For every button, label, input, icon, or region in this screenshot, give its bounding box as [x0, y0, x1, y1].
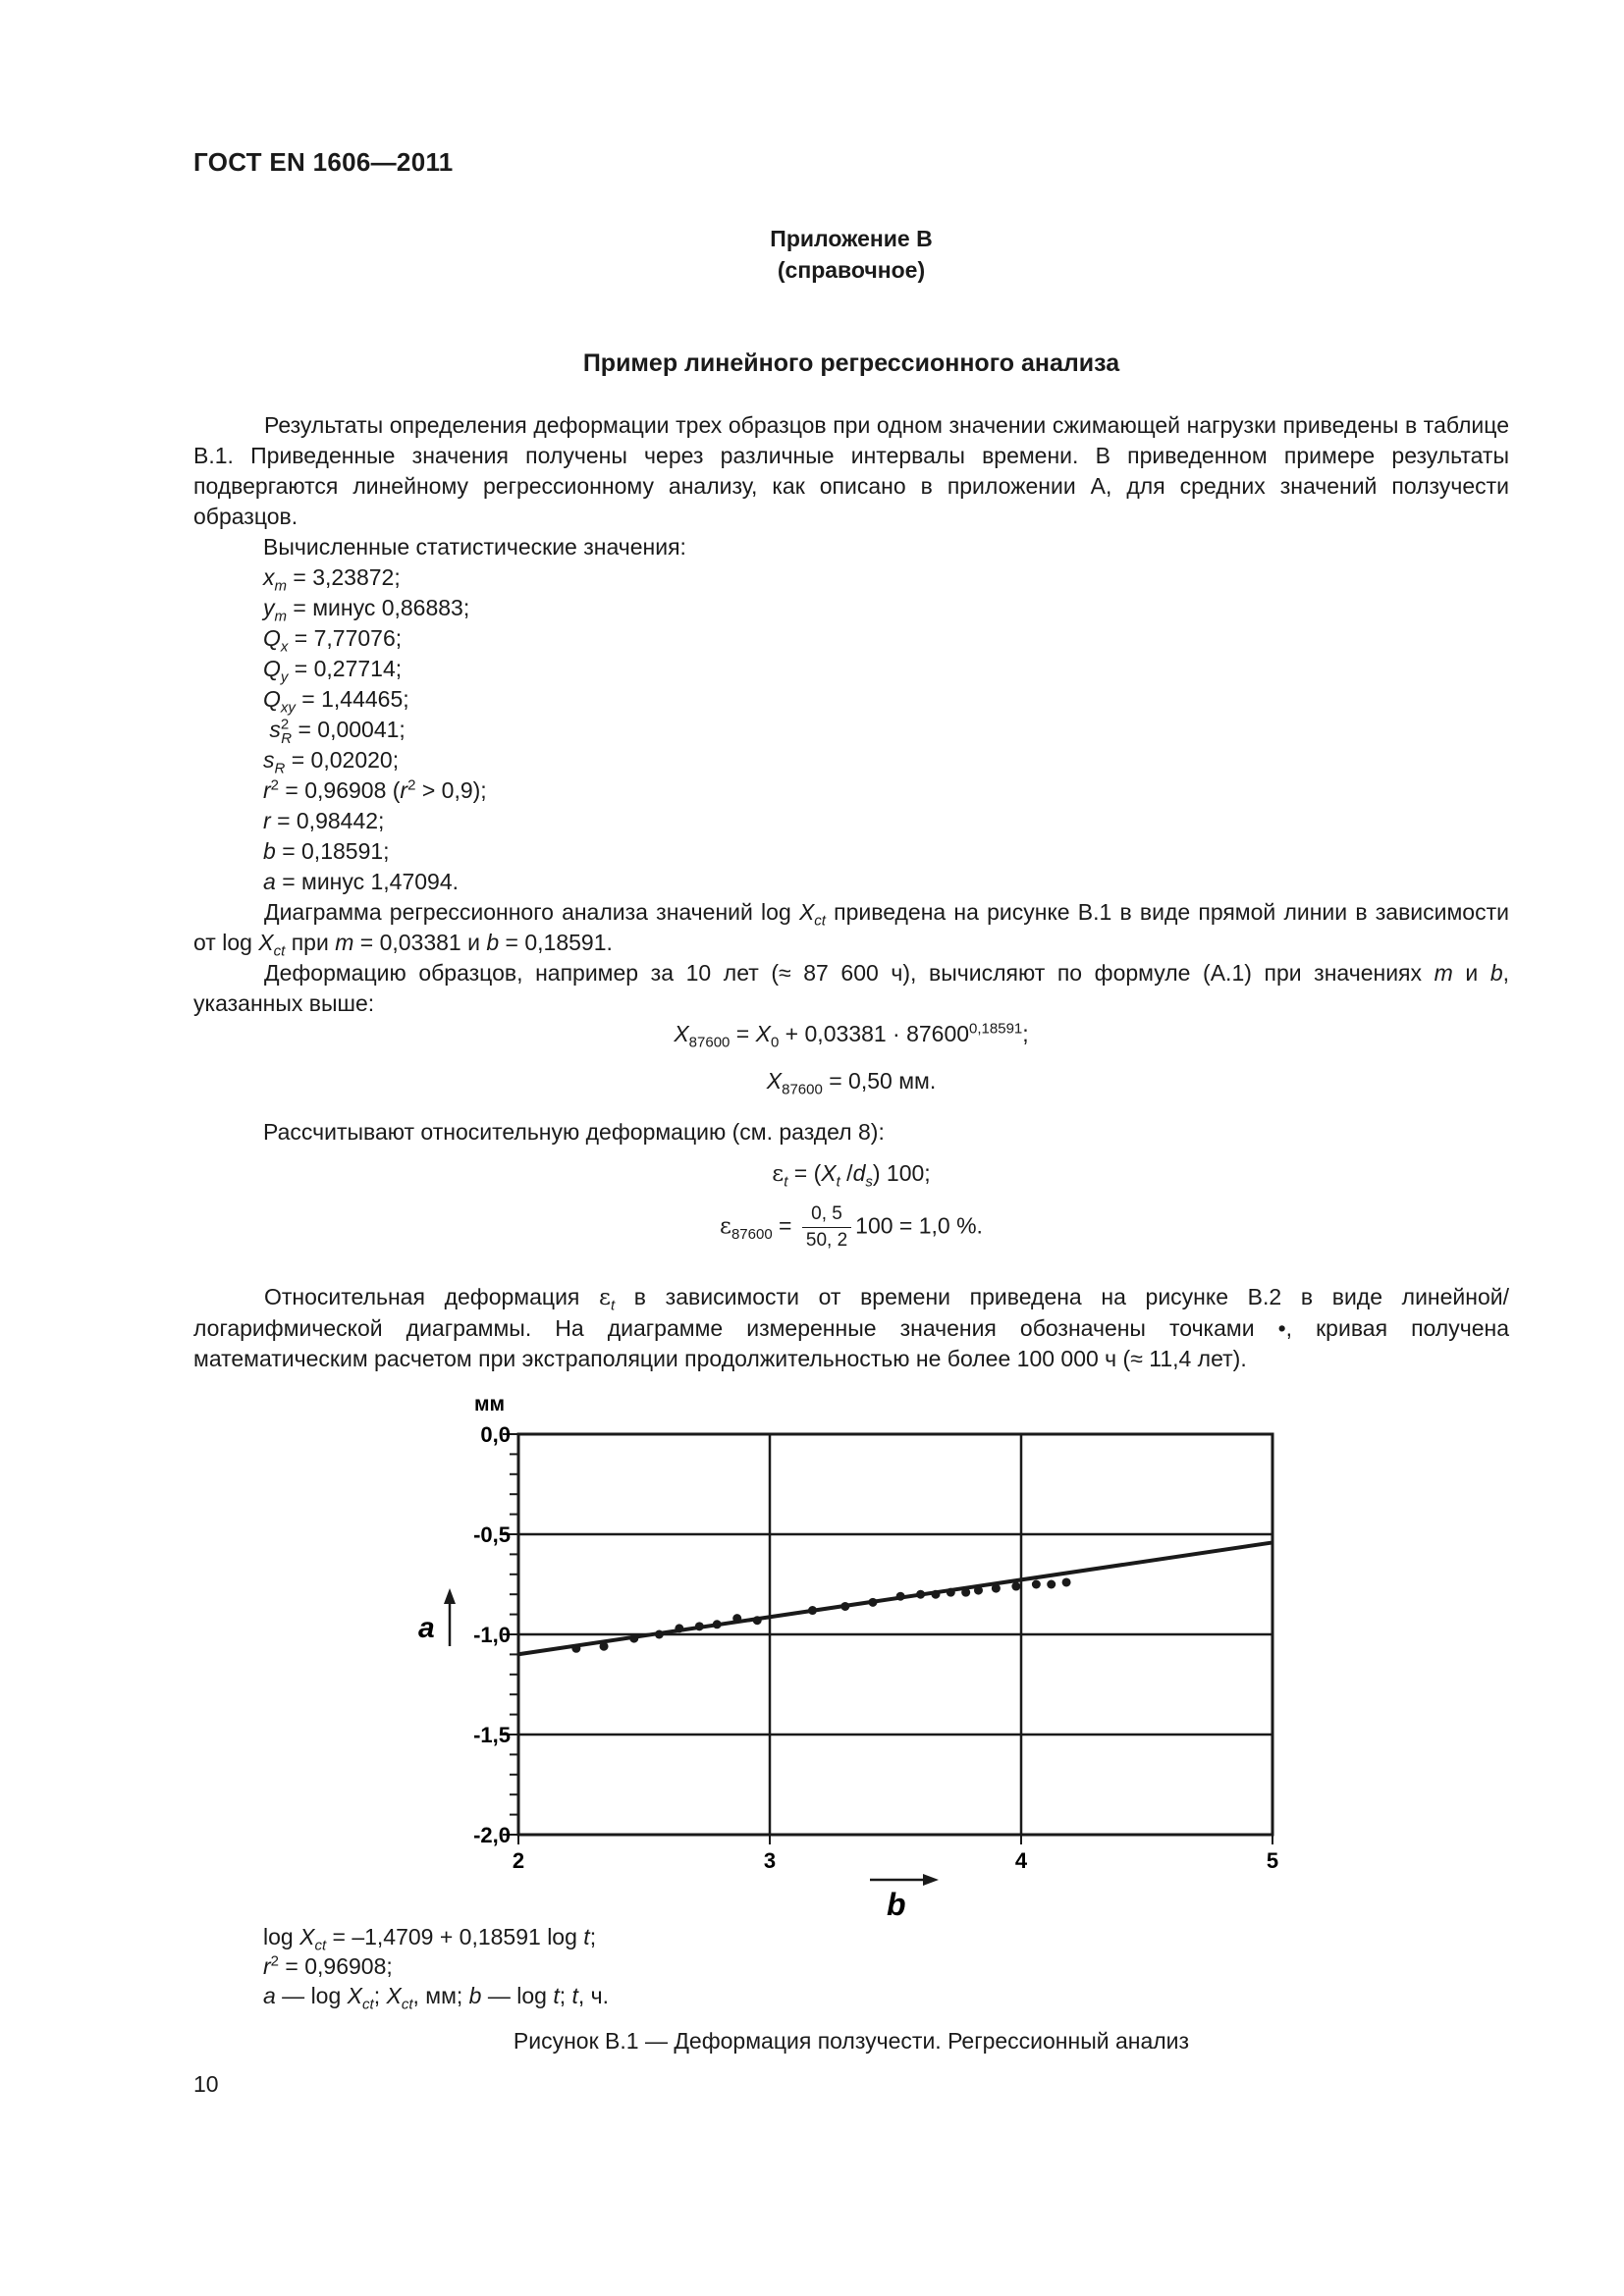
data-point: [675, 1624, 683, 1632]
data-point: [974, 1586, 983, 1595]
stat-b: b = 0,18591;: [263, 838, 390, 864]
stat-xm: $x_m = 3,23872$;: [263, 564, 401, 595]
y-tick-label: 0,0: [480, 1422, 511, 1447]
data-point: [1062, 1577, 1071, 1586]
y-tick-label: -1,0: [473, 1623, 511, 1647]
stats-intro: Вычисленные статистические значения:: [263, 534, 686, 560]
stat-r: r = 0,98442;: [263, 808, 385, 833]
data-points: [571, 1577, 1070, 1652]
x-tick-label: 4: [1014, 1848, 1028, 1873]
x-tick-labels: [513, 1848, 1278, 1873]
diagram-paragraph: Диаграмма регрессионного анализа значений $\log X_{ct}$ приведена на рисунке В.1 в виде прямой линии в зависимости от $\log X_{ct}$ при m = 0,03381 и b = 0,18591.: [193, 899, 1509, 960]
annex-title: Приложение В: [770, 226, 933, 251]
formula-epsilon-87600: $\varepsilon_{87600}$ = $\frac{0, 5}{50, 2}$ 100 = 1,0 %.: [720, 1203, 983, 1251]
data-point: [753, 1616, 762, 1625]
unit-label: мм: [474, 1393, 506, 1415]
figure-caption: Рисунок В.1 — Деформация ползучести. Регрессионный анализ: [513, 2028, 1190, 2054]
y-tick-label: -1,5: [473, 1723, 511, 1747]
y-axis-label: a: [418, 1612, 435, 1644]
data-point: [931, 1590, 940, 1599]
data-point: [947, 1588, 955, 1597]
document-id: ГОСТ EN 1606—2011: [193, 147, 454, 177]
stat-sr2: $s^2_R = 0,00041$;: [269, 716, 406, 747]
formula-epsilon: $\varepsilon_t = (X_t$ $/d_s$) 100;: [772, 1160, 931, 1191]
data-point: [655, 1630, 664, 1639]
data-point: [868, 1598, 877, 1607]
intro-paragraph: Результаты определения деформации трех образцов при одном значении сжимающей нагрузки приведены в таблице В.1. Приведенные значения получены через различные интервалы времени. В приведенном примере результаты подвергаются линейному регрессионному анализу, как описано в приложении А, для средних значений ползучести образцов.: [193, 412, 1509, 529]
deformation-paragraph: Деформацию образцов, например за 10 лет (≈ 87 600 ч), вычисляют по формуле (А.1) при значениях m и b, указанных выше:: [193, 960, 1509, 1016]
data-point: [1032, 1580, 1041, 1589]
stat-sr: $s_R = 0,02020$;: [263, 747, 400, 777]
data-point: [840, 1602, 849, 1611]
stat-r2: $r^2 = 0,96908$ $(r^2 > 0,9)$;: [263, 776, 487, 803]
stat-qx: $Q_x = 7,77076$;: [263, 625, 403, 656]
y-tick-label: -2,0: [473, 1823, 511, 1847]
stat-qy: $Q_y = 0,27714$;: [263, 656, 403, 686]
x-tick-label: 5: [1266, 1848, 1279, 1873]
legend-r2: $r^2 = 0,96908$;: [263, 1952, 393, 1979]
legend-equation: $\log X_{ct} = -1,4709 + 0,18591$ log t;: [263, 1924, 597, 1954]
data-point: [695, 1622, 704, 1630]
fraction: $\frac{0, 5}{50, 2}$: [802, 1203, 851, 1252]
x-tick-label: 2: [512, 1848, 525, 1873]
x-axis-arrow: [870, 1874, 939, 1886]
data-point: [961, 1588, 970, 1597]
annex-subtitle: (справочное): [777, 257, 926, 283]
data-point: [916, 1590, 925, 1599]
data-point: [808, 1606, 817, 1615]
y-tick-labels: [473, 1422, 511, 1847]
data-point: [896, 1592, 905, 1601]
formula-x87600: $X_{87600} = X_0 + 0,03381 \cdot 87600^{0,18591}$;: [674, 1020, 1029, 1051]
data-point: [571, 1644, 580, 1653]
chart-grid: [518, 1434, 1272, 1835]
chart-legend: [263, 1922, 610, 2013]
page-number: 10: [193, 2071, 219, 2097]
data-point: [732, 1614, 741, 1623]
data-point: [1011, 1582, 1020, 1591]
data-point: [992, 1584, 1001, 1593]
stat-a: a = минус 1,47094.: [263, 869, 460, 894]
data-point: [713, 1620, 722, 1629]
section-title: Пример линейного регрессионного анализа: [582, 349, 1120, 377]
x-axis-label: b: [887, 1887, 906, 1922]
y-axis-arrow: [444, 1588, 456, 1646]
data-point: [629, 1634, 638, 1643]
data-point: [600, 1642, 609, 1651]
relative-paragraph: Относительная деформация $\varepsilon_t$ в зависимости от времени приведена на рисунке В.2 в виде линейной/логарифмической диаграммы. На диаграмме измеренные значения обозначены точками •, кривая получена математическим расчетом при экстраполяции продолжительностью не более 100 000 ч (≈ 11,4 лет).: [193, 1284, 1510, 1371]
y-tick-label: -0,5: [473, 1522, 511, 1547]
stat-qxy: $Q_{xy} = 1,44465$;: [263, 686, 409, 717]
relative-intro: Рассчитывают относительную деформацию (см. раздел 8):: [263, 1119, 885, 1145]
stat-ym: $y_m$ = минус 0,86883;: [263, 595, 470, 625]
x-tick-label: 3: [763, 1848, 777, 1873]
data-point: [1047, 1580, 1056, 1589]
formula-x87600-result: $X_{87600} = 0,50$ мм.: [766, 1068, 937, 1098]
legend-axes: a — $\log X_{ct}$; $X_{ct}$, мм; b — log t; t, ч.: [263, 1983, 610, 2013]
